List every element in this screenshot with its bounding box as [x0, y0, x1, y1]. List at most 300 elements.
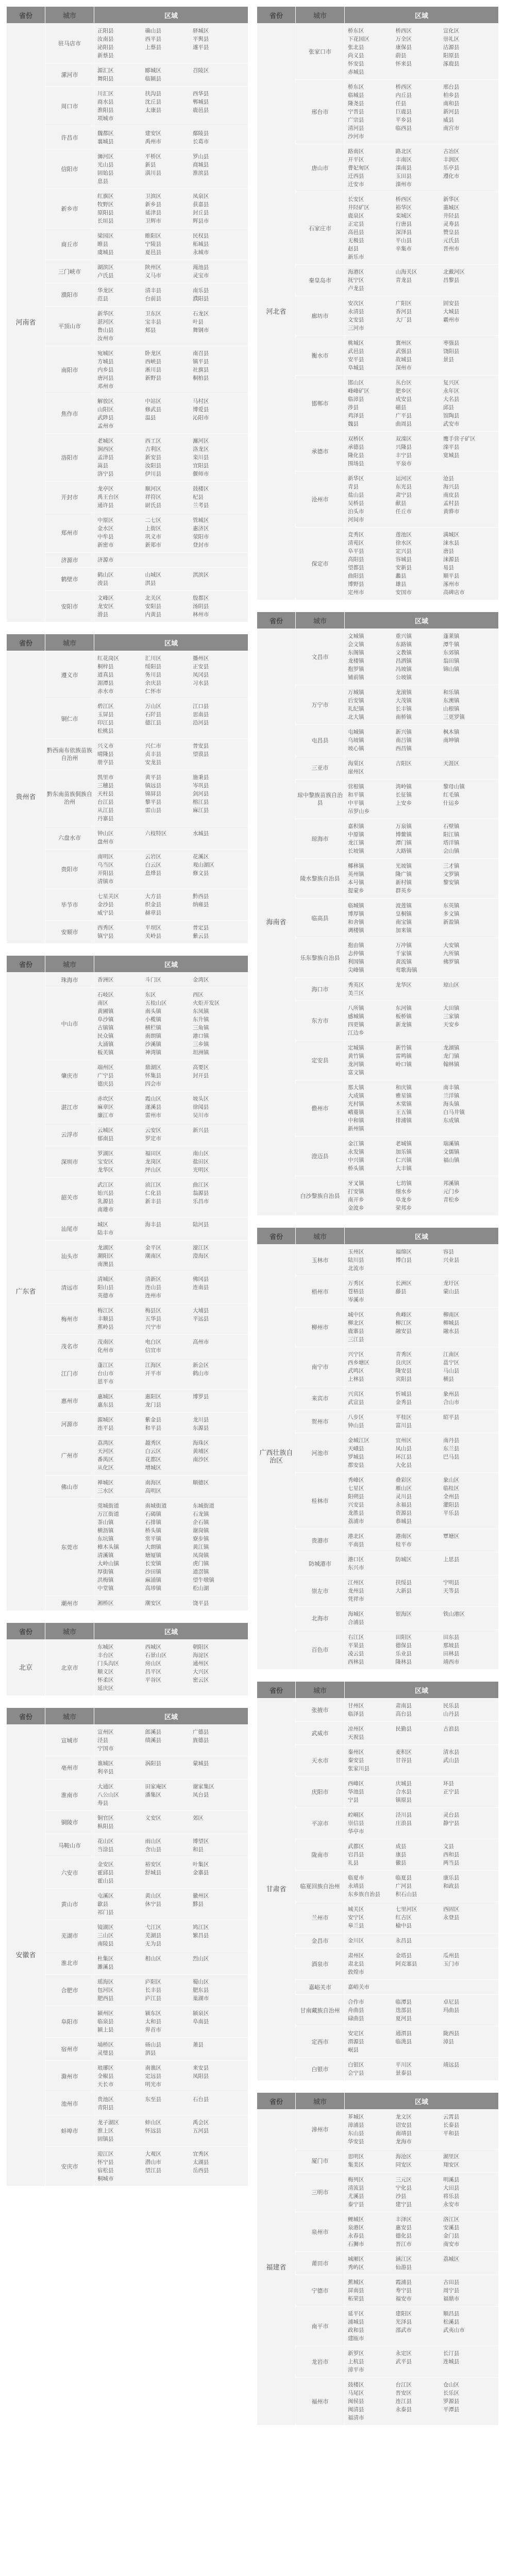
district-item: 老城镇: [395, 1141, 412, 1147]
district-item: 雅星镇: [395, 1093, 412, 1099]
district-item: 陆河县: [192, 1222, 209, 1228]
district-item: 禹会区: [192, 2120, 209, 2126]
district-item: 怀安县: [348, 61, 364, 67]
district-item: 博厚镇: [348, 911, 364, 917]
district-item: 舞阳县: [97, 76, 114, 82]
district-item: 西峰区: [348, 1781, 364, 1787]
district-item: 高埗镇: [145, 1585, 161, 1591]
district-item: 企石镇: [192, 1519, 209, 1526]
district-item: 芗城区: [348, 2114, 364, 2120]
district-item: 潭门镇: [395, 840, 412, 846]
district-item: 正阳县: [97, 28, 114, 34]
district-item: 涿鹿县: [443, 61, 460, 67]
district-item: 平谷区: [145, 1677, 161, 1683]
district-item: 容城县: [395, 556, 412, 563]
district-item: 隆尧县: [348, 100, 364, 107]
district-item: 太湖县: [192, 2159, 209, 2165]
city-name: 莆田市: [296, 2252, 345, 2275]
district-item: 椰林镇: [348, 863, 364, 869]
district-item: 潮阳区: [97, 1253, 114, 1259]
district-item: 鹿邑县: [192, 107, 209, 113]
district-item: 覃塘区: [443, 1533, 460, 1539]
district-item: 寮步镇: [192, 1536, 209, 1542]
district-item: 浚县: [97, 580, 108, 586]
district-list: [345, 1552, 499, 1575]
district-item: 乐亭县: [443, 165, 460, 171]
district-item: 营根镇: [348, 784, 364, 790]
header-district: 区域: [94, 1708, 248, 1725]
district-item: 谢岗镇: [192, 1528, 209, 1534]
district-item: 鲤城区: [348, 2216, 364, 2223]
district-item: 本号镇: [348, 879, 364, 886]
district-item: 香河县: [395, 309, 412, 315]
district-item: 大田镇: [443, 1005, 460, 1011]
district-item: 柳城县: [443, 1320, 460, 1326]
district-item: 冀州区: [395, 340, 412, 346]
district-item: 滦南县: [395, 165, 412, 171]
district-item: 上街区: [145, 526, 161, 532]
district-list: [345, 24, 499, 80]
district-item: 秦州区: [348, 1749, 364, 1755]
district-item: 台前县: [145, 296, 161, 302]
header-city: 城市: [45, 1623, 94, 1640]
district-item: 魏县: [348, 421, 359, 427]
district-item: 光泽县: [395, 2319, 412, 2325]
district-item: 平桂区: [395, 1414, 412, 1420]
district-item: 苍梧县: [348, 1289, 364, 1295]
city-name: 天水市: [296, 1745, 345, 1776]
district-item: 枣强县: [443, 340, 460, 346]
district-item: 蜀山区: [192, 1979, 209, 1985]
district-item: 新华区: [443, 196, 460, 202]
city-name: 鹤壁市: [45, 568, 94, 591]
district-item: 山阳区: [97, 406, 114, 413]
district-list: [345, 1347, 499, 1387]
district-item: 惠阳区: [145, 1394, 161, 1400]
district-item: 顺昌县: [443, 2311, 460, 2317]
district-item: 忻城县: [395, 1391, 412, 1397]
district-item: 湘桥区: [97, 1600, 114, 1606]
district-item: 田林县: [443, 1651, 460, 1657]
district-item: 抱罗镇: [348, 666, 364, 672]
district-item: 公坡镇: [395, 674, 412, 681]
district-item: 八所镇: [348, 1005, 364, 1011]
district-item: 下花园区: [348, 36, 369, 42]
district-item: 漳浦县: [348, 2122, 364, 2128]
district-item: 鹿寨县: [348, 1328, 364, 1334]
district-item: 石壁镇: [443, 823, 460, 829]
district-item: 城中区: [348, 1312, 364, 1318]
district-item: 富文镇: [348, 1070, 364, 1076]
district-item: 元门乡: [443, 1189, 460, 1195]
district-item: 会山镇: [443, 848, 460, 854]
district-item: 靖远县: [443, 2062, 460, 2068]
district-item: 福田区: [145, 1150, 161, 1157]
district-item: 黟县: [192, 1901, 204, 1907]
district-item: 睢县: [97, 241, 108, 247]
district-item: 砀山县: [145, 2042, 161, 2048]
city-name: 张家口市: [296, 24, 345, 80]
header-province: 省份: [257, 1228, 296, 1245]
district-item: 峨蔓镇: [348, 1109, 364, 1115]
district-item: 三水区: [97, 1488, 114, 1494]
city-name: 海口市: [296, 978, 345, 1001]
district-item: 城厢区: [348, 2256, 364, 2262]
district-item: 梁园区: [97, 233, 114, 239]
district-item: 裕华区: [395, 205, 412, 211]
city-name: 濮阳市: [45, 283, 94, 307]
district-item: 望谟县: [192, 751, 209, 757]
district-item: 台江县: [97, 799, 114, 805]
district-item: 新郑市: [145, 542, 161, 548]
district-item: 荔城区: [443, 2256, 460, 2262]
table-row: [257, 1245, 499, 1276]
district-item: 张北县: [348, 44, 364, 50]
city-name: 宣城市: [45, 1725, 94, 1756]
district-item: 西城区: [145, 1644, 161, 1650]
district-item: 丰台区: [97, 1652, 114, 1658]
district-item: 宝丰县: [145, 319, 161, 325]
district-list: [94, 63, 248, 87]
district-list: [94, 260, 248, 283]
district-item: 盐山县: [348, 492, 364, 498]
district-item: 宣州区: [97, 1729, 114, 1735]
district-item: 平果县: [348, 1642, 364, 1649]
district-list: [345, 1001, 499, 1041]
district-item: 镇远县: [145, 783, 161, 789]
district-item: 岷县: [348, 2047, 359, 2053]
city-name: 三门峡市: [45, 260, 94, 283]
district-item: 西固区: [443, 1906, 460, 1912]
district-item: 嘉峪关市: [348, 1984, 369, 1990]
district-item: 重兴镇: [395, 633, 412, 639]
district-item: 栾城区: [395, 213, 412, 219]
district-list: [94, 1241, 248, 1272]
district-item: 清苑区: [348, 540, 364, 546]
district-list: [345, 1080, 499, 1137]
district-item: 淮滨县: [192, 170, 209, 176]
district-item: 绩溪县: [145, 1737, 161, 1743]
district-item: 文儒镇: [443, 1149, 460, 1155]
district-item: 禹州市: [145, 139, 161, 145]
district-item: 界首市: [145, 2027, 161, 2033]
district-item: 陆川县: [348, 1257, 364, 1263]
district-item: 新野县: [145, 375, 161, 381]
city-name: 白沙黎族自治县: [296, 1176, 345, 1216]
district-item: 蕉城区: [348, 2279, 364, 2285]
district-item: 英州镇: [348, 871, 364, 877]
district-item: 坡头区: [192, 1096, 209, 1102]
district-item: 九所镇: [443, 951, 460, 957]
district-item: 长葛市: [192, 139, 209, 145]
district-item: 睢阳区: [145, 233, 161, 239]
district-item: 管城区: [192, 517, 209, 523]
district-item: 仁怀市: [145, 688, 161, 694]
district-item: 商水县: [97, 99, 114, 105]
district-item: 罗山县: [192, 154, 209, 160]
district-item: 福清市: [348, 2415, 364, 2421]
district-item: 黄山区: [145, 1893, 161, 1899]
district-item: 禹王台区: [97, 494, 119, 500]
province-table: [6, 1707, 248, 2187]
district-item: 道滘镇: [192, 1569, 209, 1575]
district-item: 吴桥县: [348, 500, 364, 506]
district-list: [345, 725, 499, 756]
district-item: 湖里区: [443, 2154, 460, 2160]
district-item: 福鼎市: [443, 2296, 460, 2302]
district-item: 徽州区: [192, 1893, 209, 1899]
district-item: 容县: [443, 1249, 454, 1255]
district-item: 河间市: [348, 517, 364, 523]
city-name: 河源市: [45, 1413, 94, 1436]
district-list: [345, 1308, 499, 1347]
district-item: 浈江区: [145, 1182, 161, 1188]
district-item: 白马井镇: [443, 1109, 465, 1115]
city-name: 承德市: [296, 432, 345, 471]
district-item: 清流县: [348, 2185, 364, 2191]
city-name: 滁州市: [45, 2061, 94, 2092]
district-item: 通渭县: [395, 2030, 412, 2037]
district-item: 阜沙镇: [97, 1016, 114, 1023]
district-item: 唐河县: [97, 375, 114, 381]
district-item: 德化县: [395, 2233, 412, 2239]
district-item: 迎江区: [97, 2151, 114, 2157]
district-item: 上安乡: [395, 800, 412, 806]
district-item: 饶阳县: [443, 348, 460, 354]
district-item: 灵宝市: [192, 273, 209, 279]
district-item: 广德县: [192, 1729, 209, 1735]
district-item: 板桥镇: [395, 1013, 412, 1020]
district-item: 城区: [97, 1222, 108, 1228]
district-item: 海头镇: [443, 1101, 460, 1107]
district-item: 青龙县: [395, 277, 412, 283]
district-item: 永靖县: [348, 1883, 364, 1889]
district-item: 淇县: [145, 580, 156, 586]
header-province: 省份: [7, 7, 45, 24]
district-item: 开平市: [145, 1370, 161, 1377]
province-name: 河南省: [7, 24, 45, 622]
district-item: 安国市: [395, 589, 412, 596]
district-item: 松溪县: [443, 2319, 460, 2325]
district-list: [94, 1146, 248, 1178]
district-item: 淮上区: [97, 2128, 114, 2134]
city-name: 金昌市: [296, 1934, 345, 1948]
district-item: 麦积区: [395, 1749, 412, 1755]
district-item: 甘州区: [348, 1703, 364, 1709]
district-item: 滦平县: [443, 444, 460, 450]
district-item: 长汀县: [443, 2350, 460, 2357]
city-name: 洛阳市: [45, 434, 94, 482]
district-item: 雄县: [395, 581, 407, 587]
city-name: 石家庄市: [296, 192, 345, 265]
district-item: 平坝区: [145, 925, 161, 931]
header-province: 省份: [257, 2093, 296, 2110]
district-item: 南丰镇: [443, 1084, 460, 1091]
district-item: 凯里市: [97, 774, 114, 781]
district-item: 海港区: [348, 269, 364, 275]
district-item: 三山区: [97, 1933, 114, 1939]
district-item: 乌坡镇: [348, 737, 364, 743]
district-item: 大埔县: [192, 1308, 209, 1314]
district-item: 夏河县: [395, 2015, 412, 2022]
district-item: 沙河市: [348, 133, 364, 140]
header-province: 省份: [257, 7, 296, 24]
district-item: 博望区: [192, 1838, 209, 1844]
district-item: 南澳县: [97, 1261, 114, 1267]
district-item: 延津县: [145, 210, 161, 216]
district-list: [345, 1630, 499, 1670]
city-name: 铜陵市: [45, 1811, 94, 1834]
district-item: 册亨县: [97, 759, 114, 766]
district-item: 迁西县: [348, 173, 364, 179]
district-item: 宁晋县: [348, 109, 364, 115]
header-district: 区域: [345, 612, 499, 629]
district-item: 富川县: [395, 1422, 412, 1429]
district-list: [94, 1857, 248, 1889]
district-item: 项城市: [97, 115, 114, 122]
district-item: 七星区: [348, 1485, 364, 1492]
district-item: 东坑镇: [97, 1536, 114, 1542]
district-item: 电白区: [145, 1339, 161, 1345]
district-item: 会文镇: [348, 641, 364, 648]
district-item: 丛台区: [395, 380, 412, 386]
district-item: 端州区: [97, 1064, 114, 1071]
province-table: [6, 6, 248, 622]
city-name: 邯郸市: [296, 376, 345, 432]
district-item: 封开县: [192, 1073, 209, 1079]
district-item: 永安市: [443, 2201, 460, 2208]
district-item: 大岭山镇: [97, 1561, 119, 1567]
district-item: 隆安县: [395, 1368, 412, 1374]
district-item: 抱由镇: [348, 942, 364, 948]
district-item: 荥阳市: [192, 534, 209, 540]
district-item: 西林县: [348, 1659, 364, 1665]
district-item: 易县: [443, 565, 454, 571]
district-item: 龙子湖区: [97, 2120, 119, 2126]
district-item: 望牛墩镇: [192, 1577, 214, 1583]
district-item: 诏安县: [395, 2122, 412, 2128]
province-name: 福建省: [257, 2110, 296, 2426]
district-item: 蒙山县: [443, 1289, 460, 1295]
district-list: [345, 1839, 499, 1871]
district-item: 云霄县: [443, 2114, 460, 2120]
district-item: 迭部县: [395, 2007, 412, 2013]
district-item: 怀集县: [145, 1073, 161, 1079]
city-name: 黔东南苗族侗族自治州: [45, 770, 94, 826]
district-item: 敦煌市: [348, 1969, 364, 1975]
district-item: 那坡县: [443, 1642, 460, 1649]
district-item: 江边乡: [348, 1030, 364, 1036]
district-item: 叶县: [192, 319, 204, 325]
district-item: 凉州区: [348, 1726, 364, 1732]
district-item: 雨山区: [145, 1838, 161, 1844]
district-item: 龙江镇: [348, 840, 364, 846]
district-item: 舒城县: [145, 1870, 161, 1876]
district-item: 路南区: [348, 148, 364, 155]
district-item: 西和县: [443, 1852, 460, 1858]
district-item: 怀宁县: [97, 2159, 114, 2165]
city-name: 衡水市: [296, 336, 345, 376]
header-city: 城市: [45, 7, 94, 24]
district-item: 定州市: [348, 589, 364, 596]
district-item: 禅城区: [97, 1480, 114, 1486]
district-item: 乌当区: [97, 862, 114, 868]
district-item: 抚宁区: [348, 277, 364, 283]
district-item: 复兴区: [443, 380, 460, 386]
district-item: 平乐县: [443, 1510, 460, 1516]
district-item: 花溪区: [192, 854, 209, 860]
district-item: 邵武市: [395, 2327, 412, 2333]
district-list: [94, 699, 248, 739]
district-item: 钟山区: [97, 831, 114, 837]
district-list: [94, 2006, 248, 2038]
city-name: 陇南市: [296, 1839, 345, 1871]
province-name: 贵州省: [7, 651, 45, 944]
district-item: 翁源县: [192, 1190, 209, 1196]
district-item: 埇桥区: [97, 2042, 114, 2048]
city-name: 新乡市: [45, 189, 94, 229]
district-item: 连山县: [145, 1284, 161, 1291]
district-item: 源汇区: [97, 67, 114, 74]
district-list: [94, 1389, 248, 1413]
district-item: 西秀区: [97, 925, 114, 931]
city-name: 亳州市: [45, 1756, 94, 1780]
district-item: 织金县: [145, 902, 161, 908]
district-item: 神湾镇: [145, 1049, 161, 1056]
district-item: 王五镇: [395, 1109, 412, 1115]
district-item: 金沙县: [97, 902, 114, 908]
district-item: 东城区: [97, 1644, 114, 1650]
district-list: [345, 2307, 499, 2346]
district-item: 坪山区: [145, 1167, 161, 1173]
district-item: 江州区: [348, 1580, 364, 1586]
city-name: 福州市: [296, 2378, 345, 2426]
district-item: 南雄市: [97, 1207, 114, 1213]
district-list: [345, 1176, 499, 1216]
district-list: [345, 296, 499, 336]
district-item: 大名县: [443, 396, 460, 402]
district-list: [94, 1476, 248, 1499]
district-item: 义安区: [145, 1815, 161, 1821]
district-item: 桐柏县: [192, 375, 209, 381]
district-item: 承德县: [348, 444, 364, 450]
district-item: 东兰县: [443, 1446, 460, 1452]
district-list: [94, 434, 248, 482]
district-item: 襄城县: [97, 139, 114, 145]
city-name: 东方市: [296, 1001, 345, 1041]
district-item: 赫章县: [145, 910, 161, 916]
district-item: 华安县: [348, 2139, 364, 2145]
district-item: 曲阳县: [348, 573, 364, 579]
city-name: 茂名市: [45, 1335, 94, 1358]
district-item: 田东县: [443, 1634, 460, 1640]
district-item: 临洮县: [395, 2039, 412, 2045]
district-item: 卫东区: [145, 311, 161, 317]
district-item: 中原镇: [348, 832, 364, 838]
district-item: 合水县: [395, 1789, 412, 1795]
district-item: 蔚县: [395, 53, 407, 59]
district-item: 玉田县: [395, 173, 412, 179]
district-item: 天涯区: [443, 760, 460, 767]
district-item: 云岩区: [145, 854, 161, 860]
district-item: 万江街道: [97, 1511, 119, 1517]
district-item: 横栏镇: [145, 1025, 161, 1031]
district-item: 福山镇: [443, 1157, 460, 1163]
district-item: 资源县: [395, 1510, 412, 1516]
district-item: 青县: [348, 484, 359, 490]
district-item: 金平区: [145, 1245, 161, 1251]
district-item: 大安镇: [443, 942, 460, 948]
